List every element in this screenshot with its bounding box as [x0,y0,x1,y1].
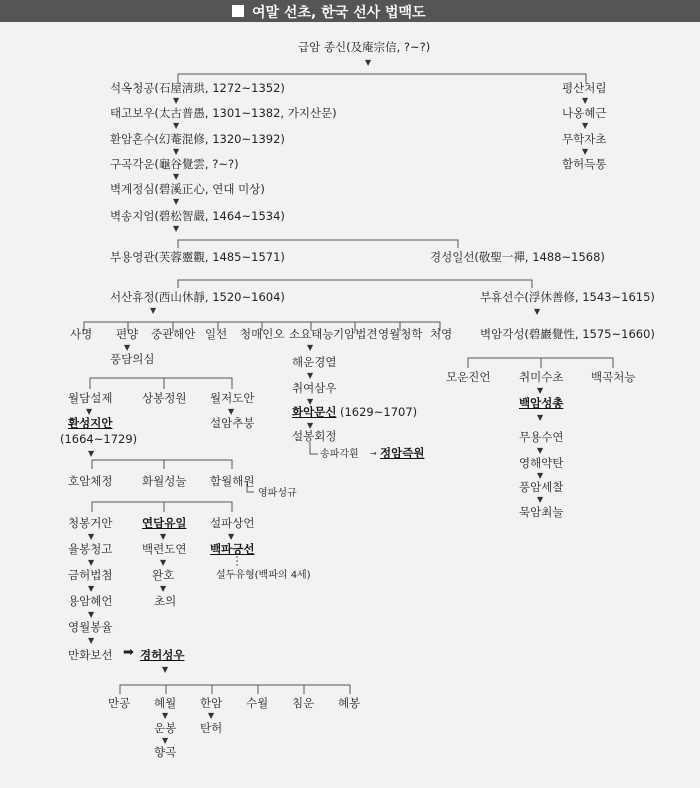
node-yulbong: 율봉청고 [68,542,113,556]
arrow-down-icon: ▼ [582,121,589,130]
node-baekpa: 백파긍선 [210,542,255,556]
arrow-down-icon: ▼ [150,306,157,315]
square-bullet-icon [232,5,244,17]
arrow-down-icon: ▼ [88,558,95,567]
arrow-down-icon: ▼ [208,711,215,720]
node-hwawol: 화월성눌 [142,474,187,488]
node-seoldu: 설두유형(백파의 4세) [216,570,311,581]
node-tanheo: 탄허 [200,721,223,735]
lineage-chart [0,22,700,788]
node-choui: 초의 [154,594,177,608]
arrow-down-icon: ▼ [365,58,372,67]
arrow-down-icon: ▼ [88,584,95,593]
node-pungdam: 풍담의심 [110,352,155,366]
node-mangong: 만공 [108,696,131,710]
arrow-down-icon: ▼ [537,446,544,455]
arrow-down-icon: ▼ [88,636,95,645]
node-chwiyeo: 취여삼우 [292,381,337,395]
node-manhwa: 만화보선 [68,648,113,662]
node-chwimi: 취미수초 [519,370,564,384]
arrow-down-icon: ▼ [582,147,589,156]
node-pungam: 풍암세찰 [519,480,564,494]
arrow-down-icon: ▼ [307,343,314,352]
node-hyanggok: 향곡 [154,745,177,759]
node-seolpa: 설파상언 [210,516,255,530]
node-unbong: 운봉 [154,721,177,735]
node-seogok: 석옥청공(石屋淸珙, 1272~1352) [110,81,285,95]
arrow-right-icon: → [370,449,377,458]
node-wanho: 완호 [152,568,175,582]
node-geubam: 급암 종신(及庵宗信, ?~?) [298,40,431,54]
connector [92,502,232,512]
arrow-down-icon: ▼ [86,407,93,416]
arrow-down-icon: ▼ [173,172,180,181]
node-jeongam: 정암즉원 [380,446,425,460]
node-yeongwol-bongyul: 영월봉율 [68,620,113,634]
node-samyeong: 사명 [70,327,93,341]
node-hwanam: 환암혼수(幻菴混修, 1320~1392) [110,132,285,146]
arrow-down-icon: ▼ [537,495,544,504]
node-hwanseong-years: (1664~1729) [60,432,138,446]
connector [92,460,232,469]
node-seolbong: 설봉회정 [292,429,337,443]
arrow-down-icon: ▼ [173,197,180,206]
node-muhak: 무학자초 [562,132,607,146]
connector [310,442,318,454]
connector [90,378,232,389]
arrow-down-icon: ▼ [160,532,167,541]
connector [178,240,458,248]
arrow-down-icon: ▼ [582,96,589,105]
node-ilseon: 일선 [205,327,228,341]
node-sangbong: 상봉정원 [142,391,187,405]
node-mukam: 묵암최눌 [519,505,564,519]
node-byeokgye: 벽계정심(碧溪正心, 연대 미상) [110,182,265,196]
arrow-down-icon: ▼ [307,371,314,380]
arrow-down-icon: ▼ [173,147,180,156]
arrow-down-icon: ▼ [88,610,95,619]
arrow-down-icon: ▼ [307,421,314,430]
node-yeondam: 연담유일 [142,516,187,530]
arrow-down-icon: ▼ [537,386,544,395]
node-hwaak-years: (1629~1707) [340,405,418,419]
node-junggwan: 중관해안 [151,327,196,341]
node-cheoyeong: 처영 [430,327,453,341]
node-hyewol: 혜월 [154,696,177,710]
node-suwol: 수월 [246,696,269,710]
node-mowun: 모운진언 [446,370,491,384]
node-geumheo: 금허법첨 [68,568,113,582]
node-yeonghae: 영해약탄 [519,456,564,470]
node-giam: 기암법견 [333,327,378,341]
node-buhyu: 부휴선수(浮休善修, 1543~1615) [480,290,655,304]
arrow-down-icon: ▼ [162,665,169,674]
arrow-down-icon: ▼ [88,449,95,458]
arrow-down-icon: ▼ [162,736,169,745]
node-gugok: 구곡각운(龜谷覺雲, ?~?) [110,157,239,171]
node-songpa: 송파각훤 [320,449,359,460]
node-baengnyeon: 백련도연 [142,542,187,556]
arrow-down-icon: ▼ [88,532,95,541]
node-cheongbong: 청봉거안 [68,516,113,530]
node-buyong: 부용영관(芙蓉靈觀, 1485~1571) [110,250,285,264]
title-bar [0,0,700,22]
node-pyeongsan: 평산처림 [562,81,607,95]
node-soyo: 소요태능 [289,327,334,341]
node-taego: 태고보우(太古普愚, 1301~1382, 가지산문) [110,106,337,120]
chart-title: 여말 선초, 한국 선사 법맥도 [252,5,426,21]
arrow-right-icon: ➡ [123,645,134,660]
node-cheongmae: 청매인오 [240,327,285,341]
node-seoram: 설암추붕 [210,416,255,430]
node-byeoksong: 벽송지엄(碧松智嚴, 1464~1534) [110,209,285,223]
node-baekgok: 백곡처능 [591,370,636,384]
arrow-down-icon: ▼ [162,711,169,720]
node-baegam: 백암성총 [519,396,564,410]
node-hoam: 호암체정 [68,474,113,488]
node-hwaak: 화악문신 [292,405,337,419]
node-naong: 나옹혜근 [562,106,607,120]
node-woldam: 월담설제 [68,391,113,405]
arrow-down-icon: ▼ [537,471,544,480]
node-hanam: 한암 [200,696,223,710]
node-yeongpa: 영파성규 [258,488,297,499]
node-haeun: 해운경열 [292,355,337,369]
connector [178,280,532,288]
arrow-down-icon: ▼ [173,121,180,130]
node-yongam: 용암혜언 [68,594,113,608]
node-gyeongseong: 경성일선(敬聖一禪, 1488~1568) [430,250,605,264]
node-hamwol: 함월해원 [210,474,255,488]
arrow-down-icon: ▼ [537,413,544,422]
arrow-down-icon: ▼ [228,407,235,416]
arrow-down-icon: ▼ [173,224,180,233]
node-gyeongheo: 경허성우 [140,648,185,662]
node-pyeonyang: 편양 [116,327,139,341]
arrow-down-icon: ▼ [534,307,541,316]
node-hamheo: 함허득통 [562,157,607,171]
node-seosan: 서산휴정(西山休靜, 1520~1604) [110,290,285,304]
node-woljeo: 월저도안 [210,391,255,405]
node-yeongwol-cheonghak: 영월청학 [378,327,423,341]
arrow-down-icon: ▼ [307,397,314,406]
arrow-down-icon: ▼ [160,558,167,567]
arrow-down-icon: ▼ [228,532,235,541]
node-hwanseong: 환성지안 [68,416,113,430]
node-byeogam: 벽암각성(碧巖覺性, 1575~1660) [480,327,655,341]
node-muyong: 무용수연 [519,430,564,444]
arrow-down-icon: ▼ [160,584,167,593]
arrow-down-icon: ▼ [173,96,180,105]
arrow-down-icon: ▼ [124,343,131,352]
connector [120,685,350,694]
node-chimun: 침운 [292,696,315,710]
node-hyebong: 혜봉 [338,696,361,710]
